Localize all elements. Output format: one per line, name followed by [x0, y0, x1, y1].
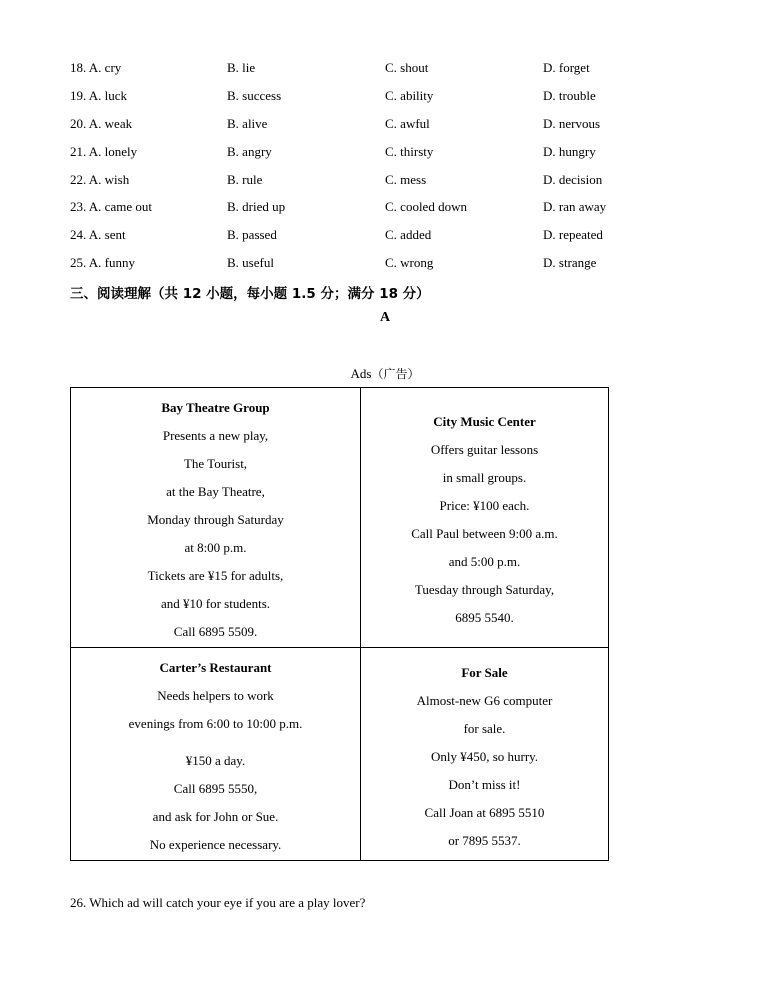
option-a: 25. A. funny	[70, 255, 135, 271]
ad-carters-restaurant	[71, 648, 361, 860]
ad-line: Call 6895 5550,	[173, 781, 258, 796]
option-c: C. awful	[385, 115, 430, 131]
option-b: B. lie	[227, 60, 256, 75]
option-row-24	[70, 225, 710, 253]
passage-letter: A	[379, 310, 391, 325]
option-row-22	[70, 170, 710, 198]
ad-line: Call Paul between 9:00 a.m.	[411, 526, 558, 541]
option-d: D. decision	[543, 171, 603, 187]
option-b: B. alive	[227, 115, 268, 131]
ad-bay-theatre	[71, 388, 361, 648]
ads-caption-cn: （广告）	[371, 367, 420, 381]
option-d: D. strange	[543, 255, 597, 271]
ad-line: Call 6895 5509.	[173, 624, 258, 639]
option-a: 21. A. lonely	[70, 143, 138, 159]
answer-options	[70, 58, 710, 281]
ad-line: Needs helpers to work	[157, 688, 274, 703]
option-c: C. wrong	[385, 255, 434, 271]
ad-line: and 5:00 p.m.	[448, 554, 521, 569]
ads-caption-en: Ads	[350, 366, 372, 381]
section-heading: 三、阅读理解（共 12 小题，每小题 1.5 分；满分 18 分）	[70, 286, 430, 302]
ad-line: evenings from 6:00 to 10:00 p.m.	[128, 716, 303, 731]
option-a: 19. A. luck	[70, 87, 128, 103]
ad-line: The Tourist,	[183, 456, 248, 471]
ad-line: Only ¥450, so hurry.	[430, 749, 539, 764]
option-b: B. rule	[227, 171, 263, 187]
ad-line: Call Joan at 6895 5510	[424, 805, 545, 820]
ad-city-music-center	[361, 388, 608, 648]
option-b: B. useful	[227, 255, 274, 271]
option-c: C. added	[385, 227, 432, 243]
ads-caption	[0, 365, 770, 382]
ad-line: No experience necessary.	[149, 837, 282, 852]
option-row-20	[70, 114, 710, 142]
option-row-18	[70, 58, 710, 86]
option-a: 23. A. came out	[70, 199, 152, 215]
ads-table	[70, 387, 609, 861]
ad-title: Carter’s Restaurant	[159, 660, 272, 675]
ad-line: Monday through Saturday	[147, 512, 284, 527]
option-a: 24. A. sent	[70, 227, 126, 243]
option-b: B. passed	[227, 227, 277, 243]
option-b: B. success	[227, 87, 282, 103]
ad-line: and ask for John or Sue.	[152, 809, 279, 824]
ad-line: Presents a new play,	[162, 428, 269, 443]
option-d: D. forget	[543, 60, 590, 75]
ad-title: City Music Center	[433, 414, 536, 429]
ad-line: or 7895 5537.	[448, 833, 521, 848]
ad-line: at 8:00 p.m.	[184, 540, 247, 555]
option-d: D. nervous	[543, 115, 601, 131]
option-row-21	[70, 142, 710, 170]
ad-title: Bay Theatre Group	[161, 400, 270, 415]
option-c: C. thirsty	[385, 143, 434, 159]
option-b: B. dried up	[227, 199, 286, 215]
ad-line: 6895 5540.	[455, 610, 514, 625]
option-c: C. ability	[385, 87, 434, 103]
ad-line: Don’t miss it!	[448, 777, 521, 792]
option-d: D. repeated	[543, 227, 603, 243]
ad-line: Offers guitar lessons	[430, 442, 539, 457]
ad-for-sale	[361, 648, 608, 860]
option-d: D. ran away	[543, 199, 607, 215]
option-d: D. hungry	[543, 143, 596, 159]
option-c: C. shout	[385, 60, 429, 75]
ad-line: for sale.	[463, 721, 506, 736]
option-a: 18. A. cry	[70, 60, 122, 75]
ad-line: and ¥10 for students.	[160, 596, 271, 611]
option-a: 20. A. weak	[70, 115, 133, 131]
option-row-23	[70, 197, 710, 225]
ad-line: at the Bay Theatre,	[166, 484, 265, 499]
option-b: B. angry	[227, 143, 272, 159]
ad-line: ¥150 a day.	[185, 753, 246, 768]
option-c: C. mess	[385, 171, 427, 187]
option-row-25	[70, 253, 710, 281]
ad-title: For Sale	[461, 665, 508, 680]
ad-line: in small groups.	[442, 470, 527, 485]
option-d: D. trouble	[543, 87, 596, 103]
option-a: 22. A. wish	[70, 171, 130, 187]
ad-line: Almost-new G6 computer	[416, 693, 553, 708]
ad-line: Tuesday through Saturday,	[414, 582, 555, 597]
question-26: 26. Which ad will catch your eye if you are a play lover?	[70, 895, 366, 910]
ad-line: Price: ¥100 each.	[439, 498, 530, 513]
ad-line: Tickets are ¥15 for adults,	[147, 568, 284, 583]
option-c: C. cooled down	[385, 199, 467, 215]
option-row-19	[70, 86, 710, 114]
